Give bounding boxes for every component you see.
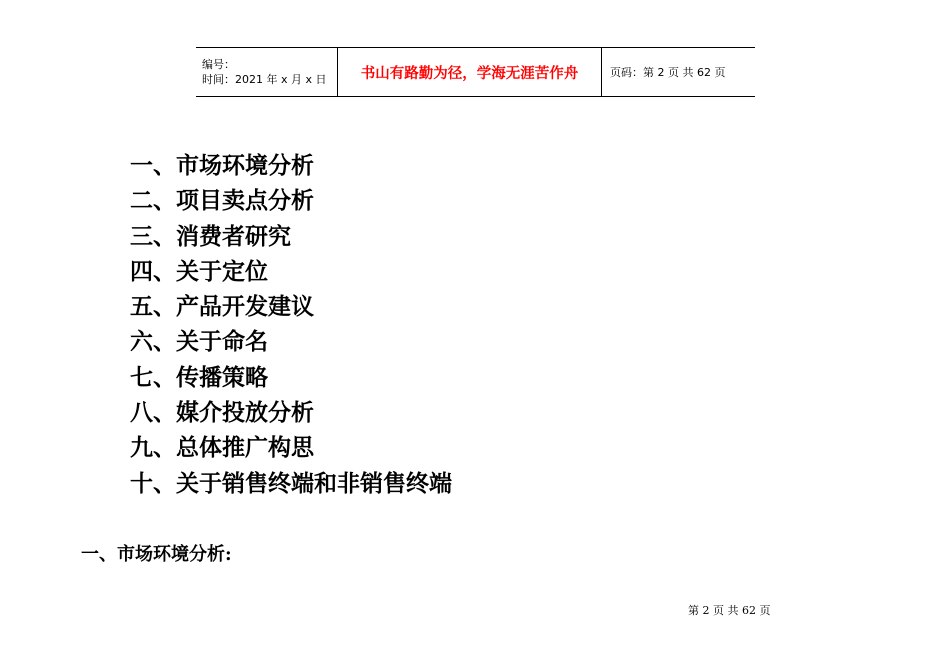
toc-item: 二、项目卖点分析	[130, 187, 314, 215]
toc-item: 九、总体推广构思	[130, 434, 314, 462]
toc-item: 五、产品开发建议	[130, 293, 314, 321]
footer-page-number: 第 2 页 共 62 页	[688, 604, 771, 617]
toc-item: 一、市场环境分析	[130, 152, 314, 179]
document-date: 时间：2021 年 x 月 x 日	[202, 73, 327, 86]
header-page-number: 页码：第 2 页 共 62 页	[610, 66, 726, 79]
header-motto-cell	[338, 48, 602, 96]
toc-item: 十、关于销售终端和非销售终端	[130, 469, 452, 497]
section-heading: 一、市场环境分析:	[81, 544, 232, 565]
header-meta	[196, 48, 338, 96]
header-motto: 书山有路勤为径，学海无涯苦作舟	[360, 64, 579, 82]
header-page-cell	[602, 48, 755, 96]
toc-item: 四、关于定位	[130, 257, 268, 285]
table-of-contents	[130, 148, 452, 501]
document-number-label: 编号：	[202, 58, 235, 71]
toc-item: 三、消费者研究	[130, 222, 291, 250]
toc-item: 八、媒介投放分析	[130, 399, 314, 427]
toc-item: 七、传播策略	[130, 363, 268, 391]
page-header	[196, 47, 755, 97]
toc-item: 六、关于命名	[130, 328, 268, 356]
